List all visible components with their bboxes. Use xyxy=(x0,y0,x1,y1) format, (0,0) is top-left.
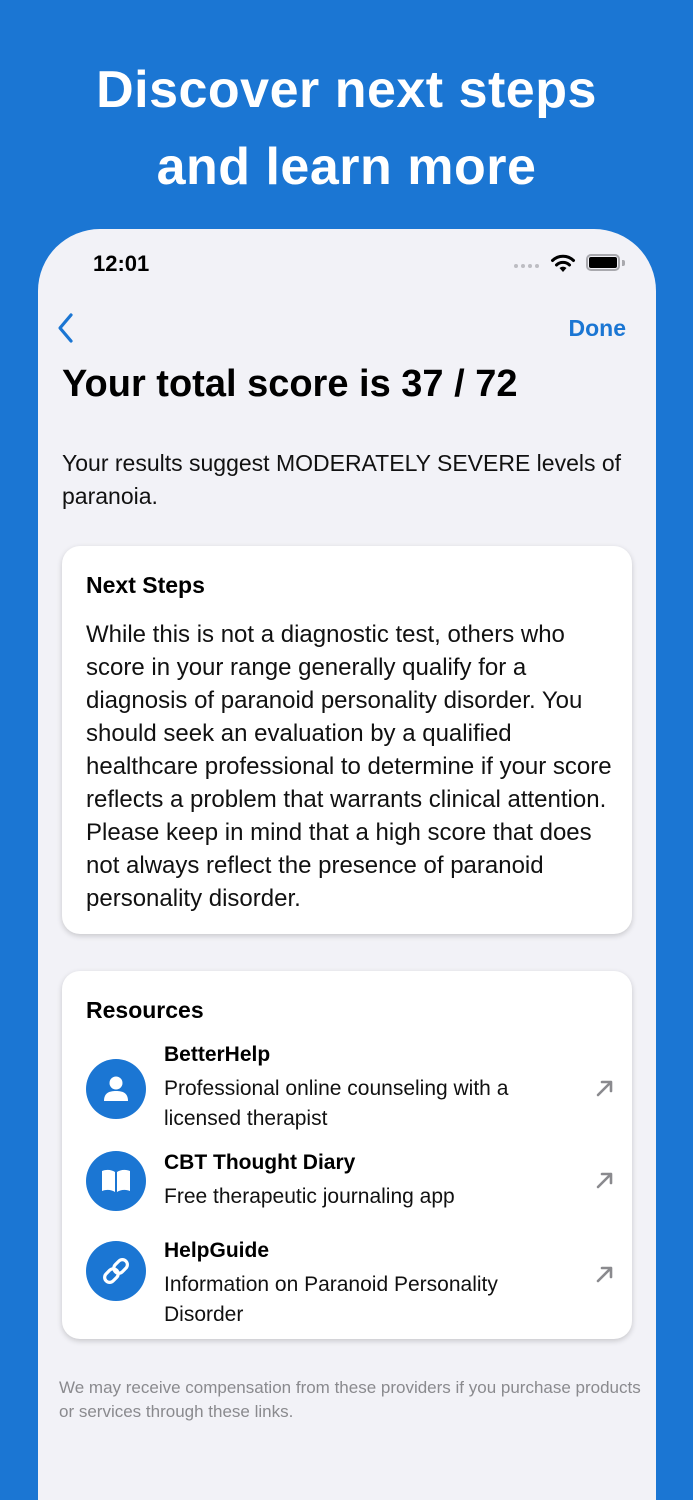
link-icon xyxy=(86,1241,146,1301)
status-bar xyxy=(38,249,656,279)
battery-icon xyxy=(586,254,620,271)
next-steps-title: Next Steps xyxy=(86,572,205,598)
external-link-arrow-icon xyxy=(594,1169,616,1191)
external-link-arrow-icon xyxy=(594,1077,616,1099)
chevron-left-icon xyxy=(56,311,76,345)
phone-screen xyxy=(38,229,656,1500)
hero-line-2: and learn more xyxy=(156,138,537,196)
battery-tip xyxy=(622,260,625,266)
back-button[interactable] xyxy=(56,311,76,350)
resource-item-betterhelp[interactable] xyxy=(86,1043,616,1133)
cellular-signal-icon xyxy=(514,264,539,268)
person-icon xyxy=(86,1059,146,1119)
resources-title: Resources xyxy=(86,997,204,1023)
resource-name: CBT Thought Diary xyxy=(164,1151,356,1174)
next-steps-card xyxy=(62,546,632,934)
status-time: 12:01 xyxy=(93,251,150,276)
resource-name: HelpGuide xyxy=(164,1239,270,1262)
wifi-icon xyxy=(550,253,576,273)
result-summary: Your results suggest MODERATELY SEVERE levels of paranoia. xyxy=(62,450,622,509)
resource-description: Information on Paranoid Personality Disorder xyxy=(164,1273,498,1326)
resource-item-cbt-thought-diary[interactable] xyxy=(86,1151,616,1213)
hero-line-1: Discover next steps xyxy=(96,61,597,119)
resource-name: BetterHelp xyxy=(164,1043,271,1066)
external-link-arrow-icon xyxy=(594,1263,616,1285)
resource-item-helpguide[interactable] xyxy=(86,1239,616,1329)
affiliate-disclaimer: We may receive compensation from these providers if you purchase products or services through these links. xyxy=(59,1378,641,1421)
done-button[interactable]: Done xyxy=(568,315,626,341)
navigation-bar xyxy=(38,309,656,349)
next-steps-body: While this is not a diagnostic test, others who score in your range generally qualify for a diagnosis of paranoid personality disorder. You should seek an evaluation by a qualified healthcare professional to determine if your score reflects a problem that warrants clinical attention. Please keep in mind that a high score that does not always reflect the presence of paranoid personality disorder. xyxy=(86,621,612,912)
resource-description: Free therapeutic journaling app xyxy=(164,1185,455,1208)
score-title: Your total score is 37 / 72 xyxy=(62,363,518,405)
resource-description: Professional online counseling with a licensed therapist xyxy=(164,1077,509,1130)
resources-card xyxy=(62,971,632,1339)
hero-headline xyxy=(0,52,693,206)
book-icon xyxy=(86,1151,146,1211)
